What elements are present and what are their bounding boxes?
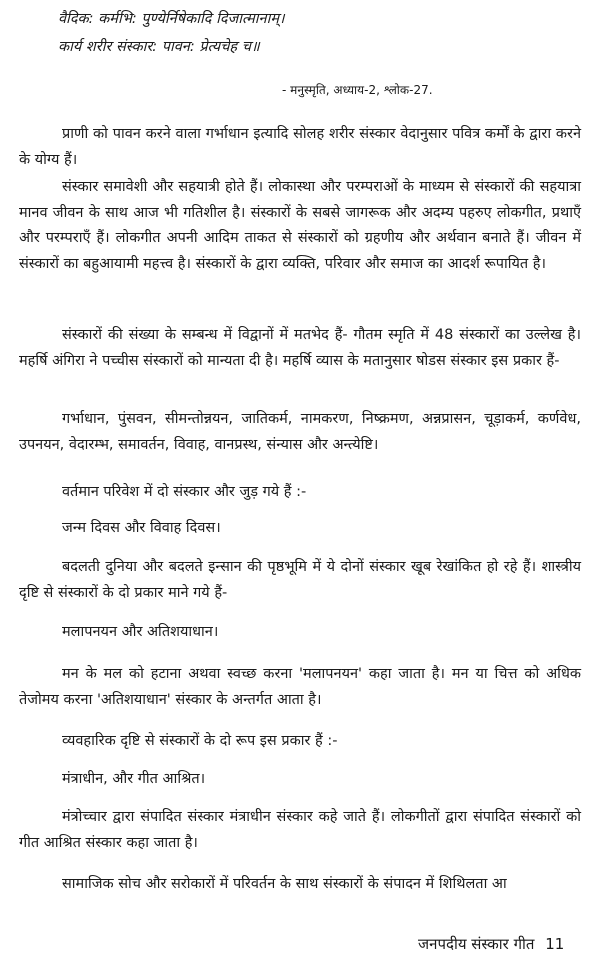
- verse-line-2: कार्य शरीर संस्कार: पावन: प्रेत्यचेह च॥: [58, 39, 260, 55]
- paragraph-9: मन के मल को हटाना अथवा स्वच्छ करना 'मलापनयन' कहा जाता है। मन या चित्त को अधिक तेजोमय करना 'अतिशयाधान' संस्कार के अन्तर्गत आता है।: [19, 666, 581, 708]
- paragraph-13: सामाजिक सोच और सरोकारों में परिवर्तन के साथ संस्कारों के संपादन में शिथिलता आ: [62, 876, 507, 892]
- paragraph-1: प्राणी को पावन करने वाला गर्भाधान इत्यादि सोलह शरीर संस्कार वेदानुसार पवित्र कर्मों के द्वारा करने के योग्य हैं।: [19, 126, 581, 168]
- page-footer: [418, 934, 564, 954]
- paragraph-3: संस्कारों की संख्या के सम्बन्ध में विद्वानों में मतभेद हैं- गौतम स्मृति में 48 संस्कारों का उल्लेख है। महर्षि अंगिरा ने पच्चीस संस्कारों को मान्यता दी है। महर्षि व्यास के मतानुसार षोडस संस्कार इस प्रकार हैं-: [19, 327, 581, 369]
- paragraph-5: वर्तमान परिवेश में दो संस्कार और जुड़ गये हैं :-: [62, 484, 307, 500]
- paragraph-6: जन्म दिवस और विवाह दिवस।: [62, 520, 221, 536]
- paragraph-4-sanskar-list: गर्भाधान, पुंसवन, सीमन्तोन्नयन, जातिकर्म, नामकरण, निष्क्रमण, अन्नप्रासन, चूड़ाकर्म, कर्णवेध, उपनयन, वेदारम्भ, समावर्तन, विवाह, वानप्रस्थ, संन्यास और अन्त्येष्टि।: [19, 411, 581, 453]
- verse-line-1: वैदिक: कर्मभि: पुण्येर्निषेकादि दिजात्मानाम्।: [58, 11, 285, 27]
- page-number: 11: [545, 935, 565, 953]
- book-title: जनपदीय संस्कार गीत: [418, 935, 535, 953]
- paragraph-10: व्यवहारिक दृष्टि से संस्कारों के दो रूप इस प्रकार हैं :-: [62, 733, 338, 749]
- paragraph-11: मंत्राधीन, और गीत आश्रित।: [62, 771, 206, 787]
- paragraph-8: मलापनयन और अतिशयाधान।: [62, 624, 219, 640]
- paragraph-12: मंत्रोच्चार द्वारा संपादित संस्कार मंत्राधीन संस्कार कहे जाते हैं। लोकगीतों द्वारा संपादित संस्कारों को गीत आश्रित संस्कार कहा जाता है।: [19, 809, 581, 851]
- verse-citation: - मनुस्मृति, अध्याय-2, श्लोक-27.: [282, 83, 433, 97]
- paragraph-7: बदलती दुनिया और बदलते इन्सान की पृष्ठभूमि में ये दोनों संस्कार खूब रेखांकित हो रहे हैं। शास्त्रीय दृष्टि से संस्कारों के दो प्रकार माने गये हैं-: [19, 559, 581, 601]
- paragraph-2: संस्कार समावेशी और सहयात्री होते हैं। लोकास्था और परम्पराओं के माध्यम से संस्कारों की सहयात्रा मानव जीवन के साथ आज भी गतिशील है। संस्कारों के सबसे जागरूक और अदम्य पहरुए लोकगीत, प्रथाएँ और परम्पराएँ हैं। लोकगीत अपनी आदिम ताकत से संस्कारों को ग्रहणीय और अर्थवान बनाते हैं। जीवन में संस्कारों का बहुआयामी महत्त्व है। संस्कारों के द्वारा व्यक्ति, परिवार और समाज का आदर्श रूपायित है।: [19, 179, 581, 272]
